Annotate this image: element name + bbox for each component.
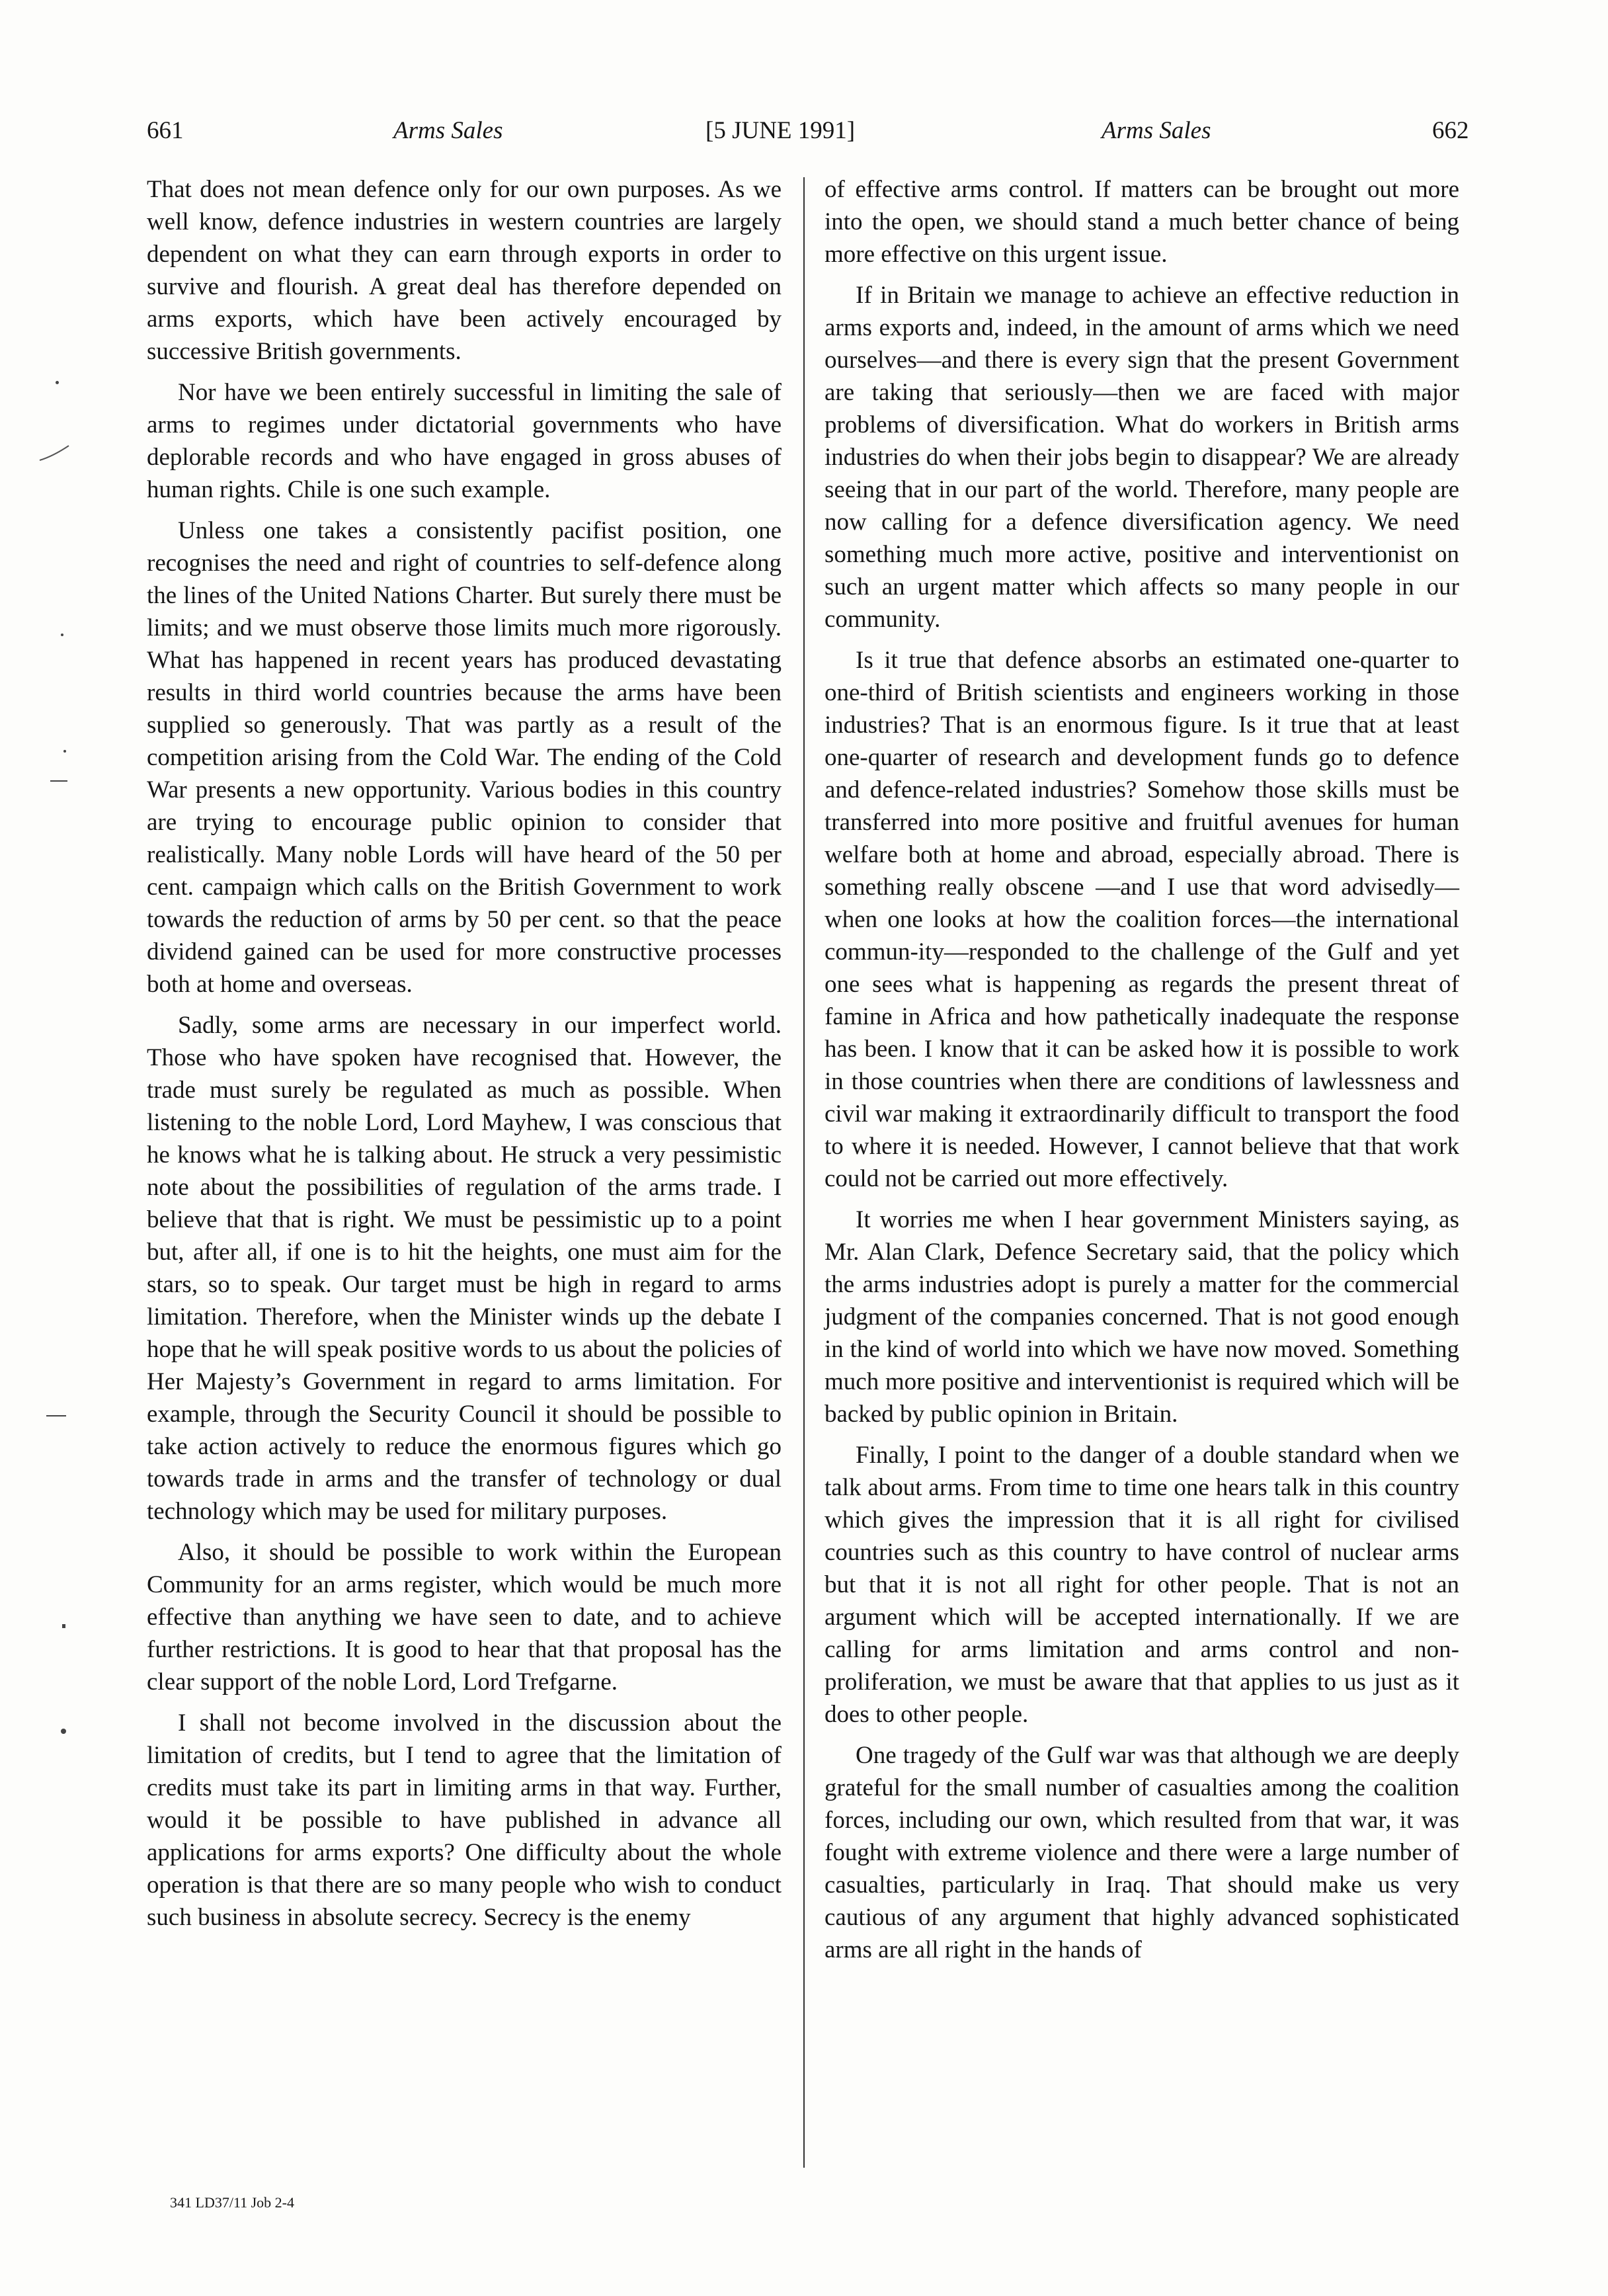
scan-stroke [38,443,71,463]
paragraph: Nor have we been entirely successful in limiting the sale of arms to regimes under dictatorial governments who have deplorable records and who have engaged in gross abuses of human rights. Chile is one such example. [147,379,782,503]
scan-speck [62,1624,65,1628]
running-header [0,116,1608,156]
paragraph: Finally, I point to the danger of a double standard when we talk about arms. From time to time one hears talk in this country which gives the impression that it is all right for civilised countries such as this country to have control of nuclear arms but that it is not all right for other people. That is not an argument which will be accepted internationally. If we are calling for arms limitation and arms control and non-proliferation, we must be aware that that applies to us just as it does to other people. [824,1442,1459,1728]
paragraph: of effective arms control. If matters can be brought out more into the open, we should stand a much better chance of being more effective on this urgent issue. [824,176,1459,268]
column-number-right: 662 [1432,117,1469,144]
scan-dash [50,780,67,782]
paragraph: I shall not become involved in the discussion about the limitation of credits, but I tend to agree that the limitation of credits must take its part in limiting arms in that way. Further, would it be possible to have published in advance all applications for arms exports? One difficulty about the whole operation is that there are so many people who wish to conduct such business in absolute secrecy. Secrecy is the enemy [147,1709,782,1931]
scan-speck [56,381,59,384]
column-number-left: 661 [147,117,184,144]
paragraph: One tragedy of the Gulf war was that although we are deeply grateful for the small number of casualties among the coalition forces, including our own, which resulted from that war, it was fought with extreme violence and there were a large number of casualties, particularly in Iraq. That should make us very cautious of any argument that highly advanced sophisticated arms are all right in the hands of [824,1742,1459,1963]
scan-speck [61,634,63,636]
running-title-left: Arms Sales [393,117,503,144]
running-title-right: Arms Sales [1102,117,1211,144]
print-job-code: 341 LD37/11 Job 2-4 [170,2194,295,2211]
paragraph: Also, it should be possible to work within the European Community for an arms register, which would be much more effective than anything we have seen to date, and to achieve further restrictions. It is good to hear that that proposal has the clear support of the noble Lord, Lord Trefgarne. [147,1539,782,1696]
right-text-column [824,173,1459,1975]
paragraph: If in Britain we manage to achieve an effective reduction in arms exports and, indeed, in the amount of arms which we need ourselves—and there is every sign that the present Government are taking that seriously—then we are faced with major problems of diversification. What do workers in British arms industries do when their jobs begin to disappear? We are already seeing that in our part of the world. Therefore, many people are now calling for a defence diversification agency. We need something much more active, positive and interventionist on such an urgent matter which affects so many people in our community. [824,282,1459,633]
paragraph: Is it true that defence absorbs an estimated one-quarter to one-third of British scientists and engineers working in those industries? That is an enormous figure. Is it true that at least one-quarter of research and development funds go to defence and defence-related industries? Somehow those skills must be transferred into more positive and fruitful avenues for human welfare both at home and abroad, especially abroad. There is something really obscene —and I use that word advisedly—when one looks at how the coalition forces—the international commun-ity—responded to the challenge of the Gulf and yet one sees what is happening as regards the present threat of famine in Africa and how pathetically inadequate the response has been. I know that it can be asked how it is possible to work in those countries when there are conditions of lawlessness and civil war making it extraordinarily difficult to transport the food to where it is needed. However, I cannot believe that that work could not be carried out more effectively. [824,647,1459,1192]
sitting-date: [5 JUNE 1991] [705,117,856,144]
paragraph: Sadly, some arms are necessary in our imperfect world. Those who have spoken have recognised that. However, the trade must surely be regulated as much as possible. When listening to the noble Lord, Lord Mayhew, I was conscious that he knows what he is talking about. He struck a very pessimistic note about the possibilities of regulation of the arms trade. I believe that that is right. We must be pessimistic up to a point but, after all, if one is to hit the heights, one must aim for the stars, so to speak. Our target must be high in regard to arms limitation. Therefore, when the Minister winds up the debate I hope that he will speak positive words to us about the policies of Her Majesty’s Government in regard to arms limitation. For example, through the Security Council it should be possible to take action actively to reduce the enormous figures which go towards trade in arms and the transfer of technology or dual technology which may be used for military purposes. [147,1012,782,1525]
paragraph: That does not mean defence only for our own purposes. As we well know, defence industries in western countries are largely dependent on what they can earn through exports in order to survive and flourish. A great deal has therefore depended on arms exports, which have been actively encouraged by successive British governments. [147,176,782,365]
scan-speck [63,750,66,753]
paragraph: It worries me when I hear government Ministers saying, as Mr. Alan Clark, Defence Secretary said, that the policy which the arms industries adopt is purely a matter for the commercial judgment of the companies concerned. That is not good enough in the kind of world into which we have now moved. Something much more positive and interventionist is required which will be backed by public opinion in Britain. [824,1206,1459,1428]
left-text-column [147,173,782,1942]
scan-speck [61,1729,66,1734]
scan-dash [46,1415,66,1416]
column-divider [803,177,805,2168]
paragraph: Unless one takes a consistently pacifist position, one recognises the need and right of countries to self-defence along the lines of the United Nations Charter. But surely there must be limits; and we must observe those limits much more rigorously. What has happened in recent years has produced devastating results in third world countries because the arms have been supplied so generously. That was partly as a result of the competition arising from the Cold War. The ending of the Cold War presents a new opportunity. Various bodies in this country are trying to encourage public opinion to consider that realistically. Many noble Lords will have heard of the 50 per cent. campaign which calls on the British Government to work towards the reduction of arms by 50 per cent. so that the peace dividend gained can be used for more constructive processes both at home and overseas. [147,517,782,998]
